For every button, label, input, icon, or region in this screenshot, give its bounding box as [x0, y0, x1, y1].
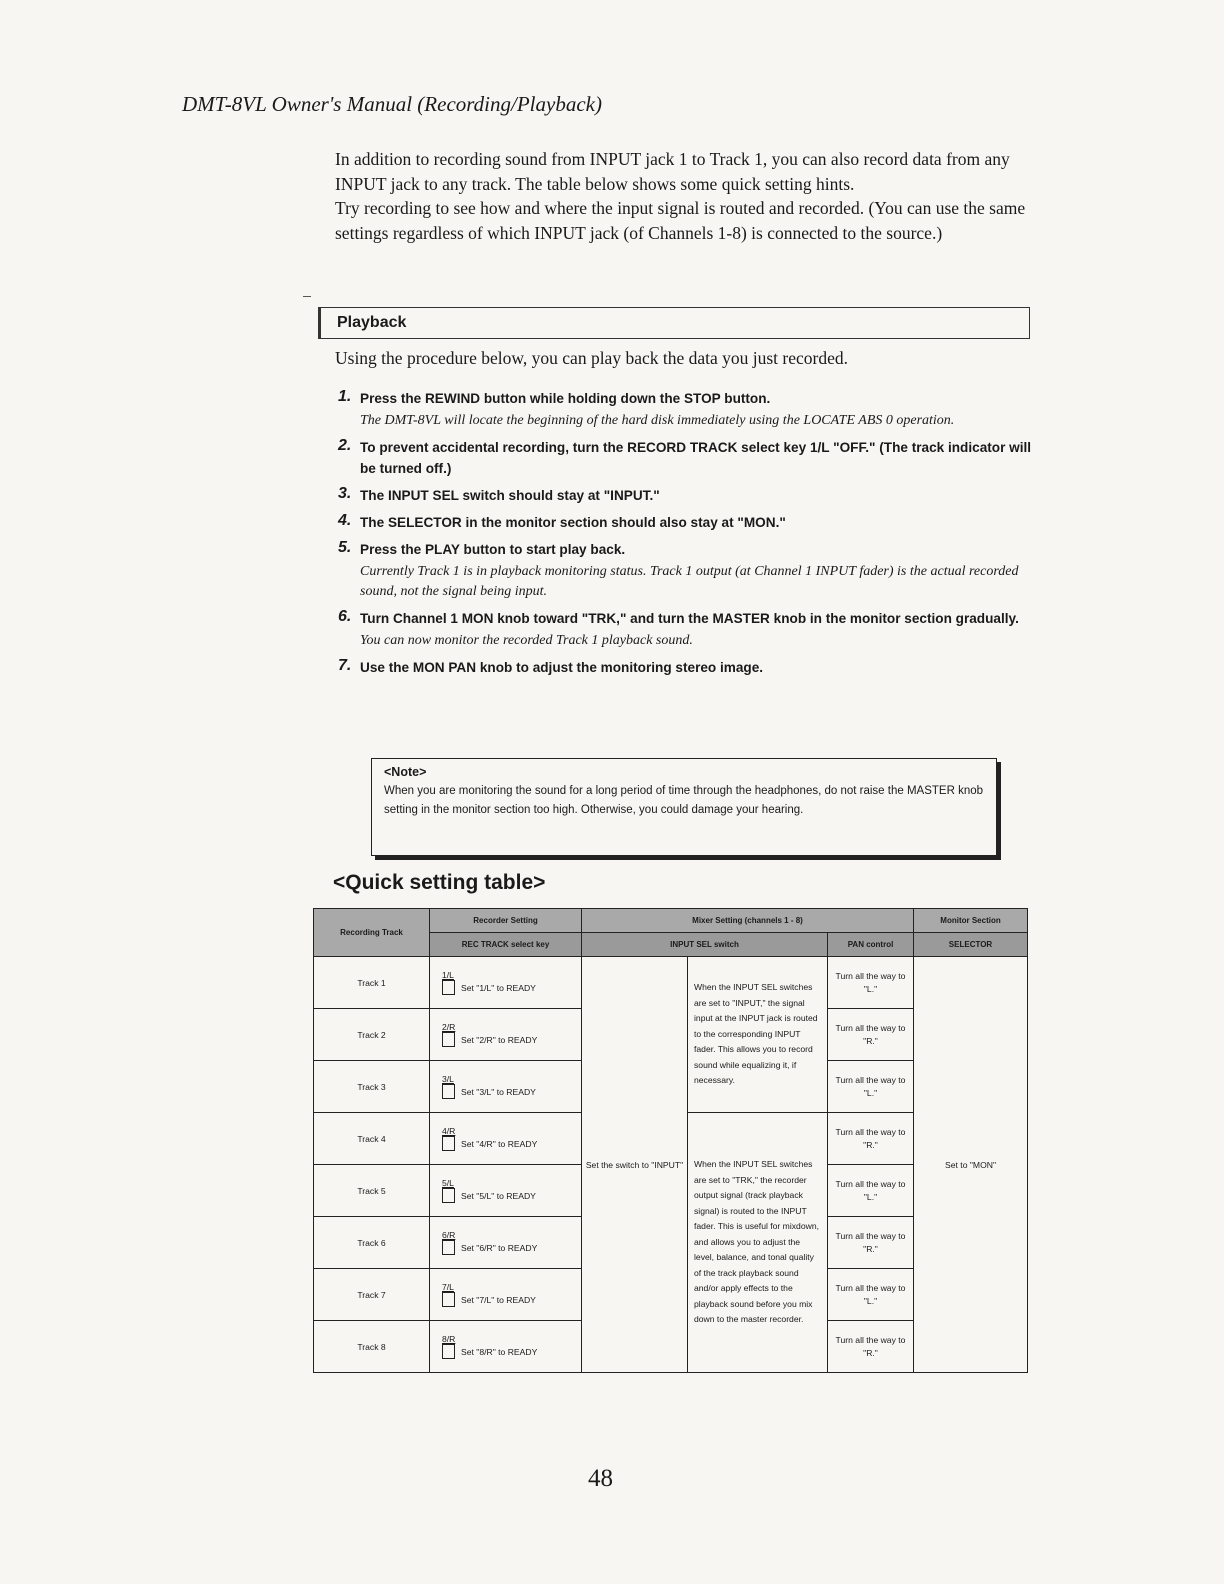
header-selector: SELECTOR	[914, 933, 1028, 957]
intro-text	[335, 147, 1035, 245]
rec-key-label: 7/L	[442, 1282, 454, 1292]
step-number: 5.	[338, 539, 352, 556]
record-key-icon	[442, 1292, 455, 1307]
rec-key-label: 4/R	[442, 1126, 456, 1136]
explain-input-cell: When the INPUT SEL switches are set to "INPUT," the signal input at the INPUT jack is routed to the corresponding INPUT fader. This allows you to record sound while equalizing it, if necessary.	[688, 957, 828, 1113]
pan-cell: Turn all the way to "L."	[828, 957, 914, 1009]
selector-cell: Set to "MON"	[914, 957, 1028, 1373]
pan-cell: Turn all the way to "R."	[828, 1217, 914, 1269]
step-item	[338, 485, 1038, 506]
rec-setting-cell	[430, 1165, 582, 1217]
rec-setting-cell	[430, 1269, 582, 1321]
pan-cell: Turn all the way to "L."	[828, 1061, 914, 1113]
step-note: The DMT-8VL will locate the beginning of the hard disk immediately using the LOCATE ABS 0 operation.	[360, 413, 955, 428]
step-number: 1.	[338, 388, 352, 405]
rec-setting-text: Set "7/L" to READY	[461, 1294, 536, 1305]
rec-setting-text: Set "1/L" to READY	[461, 982, 536, 993]
step-text: Press the REWIND button while holding down the STOP button.	[360, 391, 771, 406]
rec-setting-cell	[430, 1321, 582, 1373]
pan-cell: Turn all the way to "R."	[828, 1009, 914, 1061]
section-heading-box	[318, 307, 1030, 339]
rec-setting-text: Set "5/L" to READY	[461, 1190, 536, 1201]
step-item	[338, 437, 1038, 479]
track-cell: Track 1	[314, 957, 430, 1009]
header-recorder-setting: Recorder Setting	[430, 909, 582, 933]
step-text: To prevent accidental recording, turn the RECORD TRACK select key 1/L "OFF." (The track indicator will be turned off.)	[360, 440, 1032, 476]
track-cell: Track 2	[314, 1009, 430, 1061]
record-key-icon	[442, 1188, 455, 1203]
pan-cell: Turn all the way to "L."	[828, 1269, 914, 1321]
record-key-icon	[442, 1240, 455, 1255]
rec-key-label: 3/L	[442, 1074, 454, 1084]
steps-list	[338, 388, 1038, 684]
margin-mark	[303, 296, 311, 297]
note-text: When you are monitoring the sound for a long period of time through the headphones, do not raise the MASTER knob setting in the monitor section too high. Otherwise, you could damage your hearing.	[384, 785, 984, 816]
header-rec-track-key: REC TRACK select key	[430, 933, 582, 957]
step-number: 2.	[338, 437, 352, 454]
step-item	[338, 657, 1038, 678]
step-note: Currently Track 1 is in playback monitoring status. Track 1 output (at Channel 1 INPUT fader) is the actual recorded sound, not the signal being input.	[360, 564, 1019, 599]
record-key-icon	[442, 980, 455, 995]
header-input-sel: INPUT SEL switch	[582, 933, 828, 957]
rec-setting-text: Set "6/R" to READY	[461, 1242, 538, 1253]
pan-cell: Turn all the way to "L."	[828, 1165, 914, 1217]
input-sel-cell: Set the switch to "INPUT"	[582, 957, 688, 1373]
quick-setting-table	[313, 908, 1028, 1373]
step-item	[338, 539, 1038, 602]
intro-paragraph-1: In addition to recording sound from INPUT jack 1 to Track 1, you can also record data from any INPUT jack to any track. The table below shows some quick setting hints.	[335, 149, 1010, 194]
step-text: The INPUT SEL switch should stay at "INPUT."	[360, 488, 660, 503]
rec-key-label: 2/R	[442, 1022, 456, 1032]
step-text: Press the PLAY button to start play back.	[360, 542, 626, 557]
rec-setting-cell	[430, 1061, 582, 1113]
record-key-icon	[442, 1344, 455, 1359]
header-monitor-section: Monitor Section	[914, 909, 1028, 933]
intro-paragraph-2: Try recording to see how and where the input signal is routed and recorded. (You can use the same settings regardless of which INPUT jack (of Channels 1-8) is connected to the source.)	[335, 198, 1026, 243]
track-cell: Track 4	[314, 1113, 430, 1165]
header-mixer-setting: Mixer Setting (channels 1 - 8)	[582, 909, 914, 933]
step-item	[338, 388, 1038, 431]
rec-key-label: 8/R	[442, 1334, 456, 1344]
rec-setting-text: Set "3/L" to READY	[461, 1086, 536, 1097]
step-number: 6.	[338, 608, 352, 625]
rec-key-label: 6/R	[442, 1230, 456, 1240]
step-text: Use the MON PAN knob to adjust the monitoring stereo image.	[360, 660, 764, 675]
record-key-icon	[442, 1032, 455, 1047]
rec-key-label: 1/L	[442, 970, 454, 980]
step-number: 7.	[338, 657, 352, 674]
rec-setting-cell	[430, 1217, 582, 1269]
table-row	[314, 957, 1028, 1009]
page-header: DMT-8VL Owner's Manual (Recording/Playback)	[182, 92, 602, 116]
step-note: You can now monitor the recorded Track 1 playback sound.	[360, 633, 693, 648]
rec-setting-cell	[430, 1113, 582, 1165]
header-recording-track: Recording Track	[314, 909, 430, 957]
section-title: Playback	[337, 314, 407, 331]
step-item	[338, 512, 1038, 533]
record-key-icon	[442, 1136, 455, 1151]
track-cell: Track 7	[314, 1269, 430, 1321]
step-text: The SELECTOR in the monitor section should also stay at "MON."	[360, 515, 786, 530]
note-box	[371, 758, 997, 856]
record-key-icon	[442, 1084, 455, 1099]
explain-trk-cell: When the INPUT SEL switches are set to "TRK," the recorder output signal (track playback signal) is routed to the INPUT fader. This is useful for mixdown, and allows you to adjust the level, balance, and tonal quality of the track playback sound and/or apply effects to the playback sound before you mix down to the master recorder.	[688, 1113, 828, 1373]
track-cell: Track 5	[314, 1165, 430, 1217]
track-cell: Track 8	[314, 1321, 430, 1373]
lead-text: Using the procedure below, you can play back the data you just recorded.	[335, 348, 848, 368]
rec-key-label: 5/L	[442, 1178, 454, 1188]
rec-setting-text: Set "4/R" to READY	[461, 1138, 538, 1149]
pan-cell: Turn all the way to "R."	[828, 1321, 914, 1373]
step-text: Turn Channel 1 MON knob toward "TRK," and turn the MASTER knob in the monitor section gradually.	[360, 611, 1019, 626]
rec-setting-cell	[430, 957, 582, 1009]
rec-setting-text: Set "8/R" to READY	[461, 1346, 538, 1357]
rec-setting-cell	[430, 1009, 582, 1061]
step-item	[338, 608, 1038, 651]
track-cell: Track 6	[314, 1217, 430, 1269]
header-pan-control: PAN control	[828, 933, 914, 957]
table-title: <Quick setting table>	[333, 871, 546, 894]
page-number: 48	[588, 1465, 613, 1492]
track-cell: Track 3	[314, 1061, 430, 1113]
note-title: <Note>	[384, 765, 427, 779]
step-number: 4.	[338, 512, 352, 529]
step-number: 3.	[338, 485, 352, 502]
pan-cell: Turn all the way to "R."	[828, 1113, 914, 1165]
rec-setting-text: Set "2/R" to READY	[461, 1034, 538, 1045]
